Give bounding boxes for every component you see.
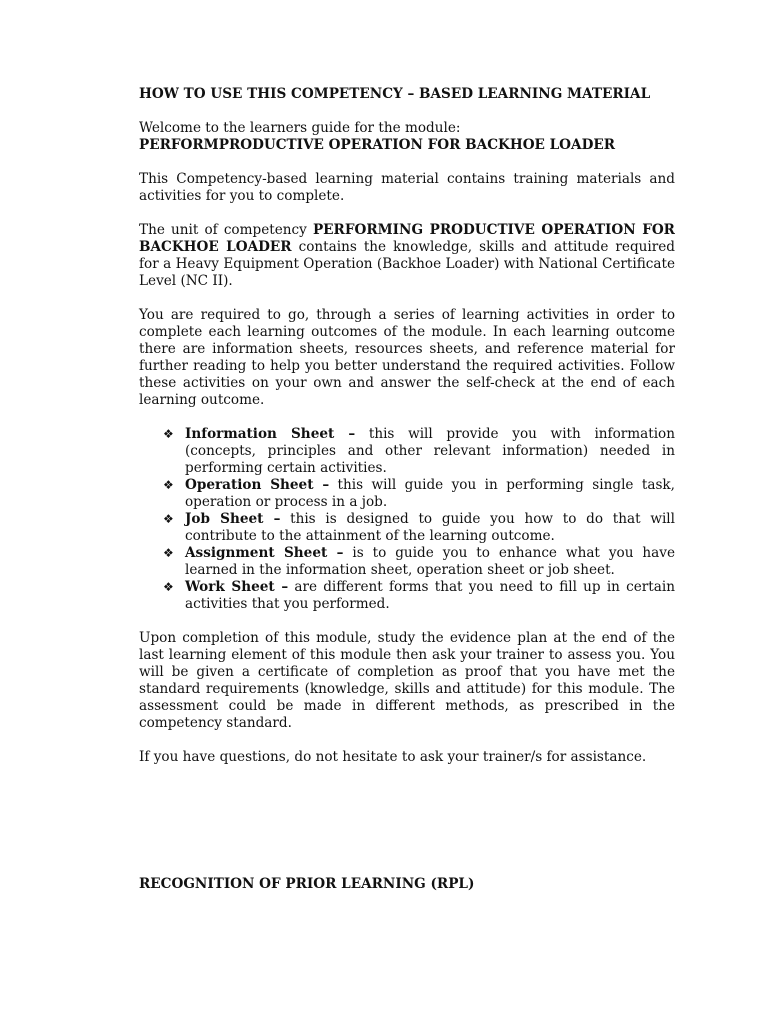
list-item-text: are different forms that you need to fill up in certain activities that you performed. — [185, 579, 675, 612]
document-body — [139, 86, 675, 766]
activities-paragraph: You are required to go, through a series of learning activities in order to complete each learning outcomes of the module. In each learning outcome there are information sheets, resources sheets, and reference material for further reading to help you better understand the required activities. Follow these activities on your own and answer the self-check at the end of each learning outcome. — [139, 307, 675, 408]
list-item-text: is to guide you to enhance what you have learned in the information sheet, operation sheet or job sheet. — [185, 545, 675, 578]
list-item-information-sheet — [139, 426, 675, 477]
list-item-term: Operation Sheet – — [185, 477, 330, 493]
list-item-term: Work Sheet – — [185, 579, 289, 595]
unit-prefix: The unit of competency — [139, 222, 313, 238]
list-item-operation-sheet — [139, 477, 675, 511]
rpl-heading: RECOGNITION OF PRIOR LEARNING (RPL) — [139, 876, 475, 892]
unit-paragraph — [139, 222, 675, 290]
page-heading: HOW TO USE THIS COMPETENCY – BASED LEARNING MATERIAL — [139, 86, 651, 102]
list-item-term: Information Sheet – — [185, 426, 356, 442]
module-title: PERFORMPRODUCTIVE OPERATION FOR BACKHOE LOADER — [139, 137, 616, 153]
unit-suffix: contains the knowledge, skills and attitude required for a Heavy Equipment Operation (Backhoe Loader) with National Certificate Level (NC II). — [139, 239, 675, 289]
list-item-term: Assignment Sheet – — [185, 545, 344, 561]
intro-paragraph: This Competency-based learning material contains training materials and activities for you to complete. — [139, 171, 675, 204]
list-item-job-sheet — [139, 511, 675, 545]
list-item-term: Job Sheet – — [185, 511, 281, 527]
unit-name: PERFORMING PRODUCTIVE OPERATION FOR BACKHOE LOADER — [139, 222, 675, 255]
list-item-work-sheet — [139, 579, 675, 613]
diamond-bullet-icon: ❖ — [163, 546, 174, 560]
list-item-text: this will guide you in performing single task, operation or process in a job. — [185, 477, 675, 510]
diamond-bullet-icon: ❖ — [163, 427, 174, 441]
list-item-text: this will provide you with information (concepts, principles and other relevant information) needed in performing certain activities. — [185, 426, 676, 476]
diamond-bullet-icon: ❖ — [163, 478, 174, 492]
sheet-type-list — [139, 426, 675, 613]
completion-paragraph: Upon completion of this module, study the evidence plan at the end of the last learning element of this module then ask your trainer to assess you. You will be given a certificate of completion as proof that you have met the standard requirements (knowledge, skills and attitude) for this module. The assessment could be made in different methods, as prescribed in the competency standard. — [139, 630, 675, 731]
diamond-bullet-icon: ❖ — [163, 580, 174, 594]
questions-paragraph: If you have questions, do not hesitate to ask your trainer/s for assistance. — [139, 749, 647, 765]
list-item-assignment-sheet — [139, 545, 675, 579]
list-item-text: this is designed to guide you how to do that will contribute to the attainment of the learning outcome. — [185, 511, 675, 544]
welcome-line: Welcome to the learners guide for the module: — [139, 120, 461, 136]
diamond-bullet-icon: ❖ — [163, 512, 174, 526]
